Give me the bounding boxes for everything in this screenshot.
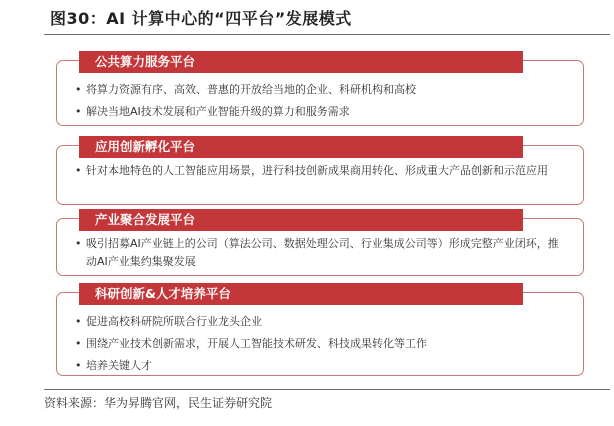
bullet-item: • 针对本地特色的人工智能应用场景，进行科技创新成果商用转化、形成重大产品创新和示范应用 bbox=[75, 162, 567, 180]
panel-header: 应用创新孵化平台 bbox=[79, 136, 523, 158]
source-note: 资料来源：华为昇腾官网，民生证券研究院 bbox=[44, 396, 273, 410]
panel-app-incubation bbox=[56, 139, 584, 205]
bullet-list bbox=[75, 162, 567, 180]
bullet-list bbox=[75, 235, 567, 271]
panel-research-talent bbox=[56, 286, 584, 376]
bullet-item: • 解决当地AI技术发展和产业智能升级的算力和服务需求 bbox=[75, 103, 567, 121]
panel-industry-aggregation bbox=[56, 212, 584, 276]
bullet-item: • 促进高校科研院所联合行业龙头企业 bbox=[75, 313, 567, 331]
panel-header: 公共算力服务平台 bbox=[79, 51, 523, 73]
bottom-rule bbox=[44, 389, 610, 390]
figure-title: 图30：AI 计算中心的“四平台”发展模式 bbox=[50, 9, 352, 28]
bullet-list bbox=[75, 313, 567, 375]
bullet-item: • 将算力资源有序、高效、普惠的开放给当地的企业、科研机构和高校 bbox=[75, 81, 567, 99]
bullet-item: • 培养关键人才 bbox=[75, 357, 567, 375]
panel-public-compute bbox=[56, 54, 584, 126]
top-rule bbox=[44, 34, 610, 35]
bullet-item: • 围绕产业技术创新需求，开展人工智能技术研发、科技成果转化等工作 bbox=[75, 335, 567, 353]
bullet-list bbox=[75, 81, 567, 121]
bullet-item: • 吸引招募AI产业链上的公司（算法公司、数据处理公司、行业集成公司等）形成完整产业闭环，推动AI产业集约集聚发展 bbox=[75, 235, 567, 271]
panel-header: 产业聚合发展平台 bbox=[79, 209, 523, 231]
panel-header: 科研创新&人才培养平台 bbox=[79, 283, 523, 305]
